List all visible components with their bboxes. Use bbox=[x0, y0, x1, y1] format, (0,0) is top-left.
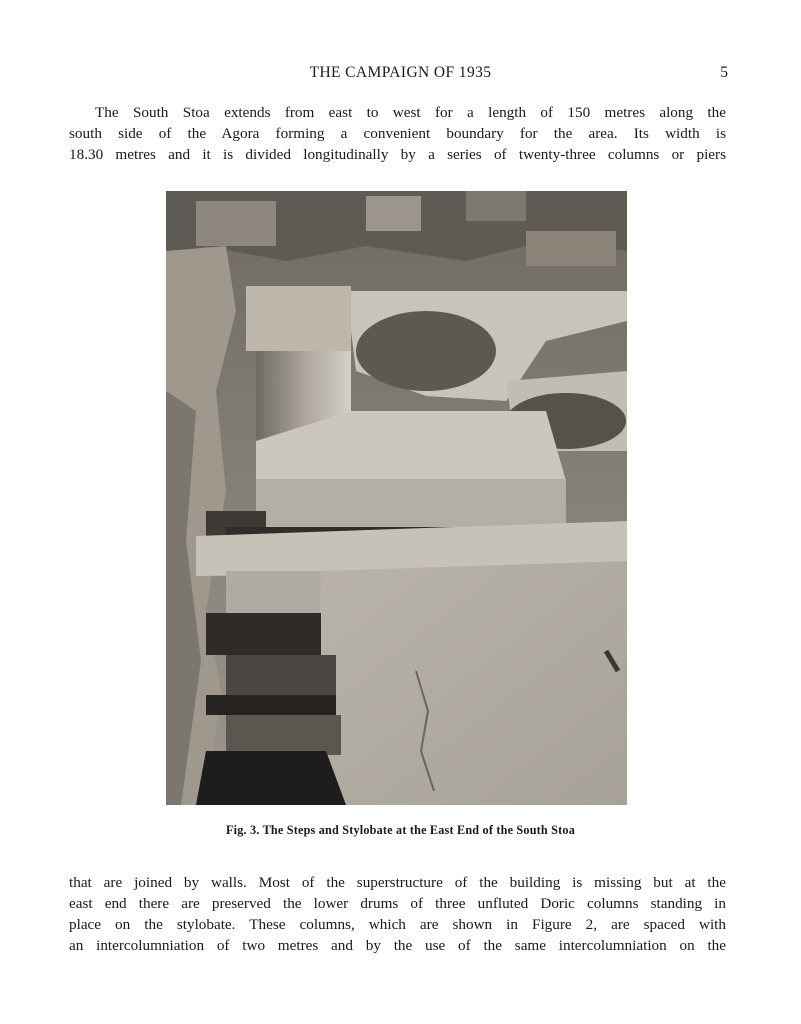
paragraph-continuation bbox=[69, 872, 726, 956]
paragraph-line: place on the stylobate. These columns, which are shown in Figure 2, are spaced with bbox=[69, 916, 726, 933]
paragraph-intro bbox=[69, 102, 726, 165]
figure-photograph bbox=[166, 191, 627, 805]
paragraph-line: east end there are preserved the lower drums of three unfluted Doric columns standing in bbox=[69, 895, 726, 912]
running-header-title: THE CAMPAIGN OF 1935 bbox=[309, 64, 492, 81]
paragraph-line: 18.30 metres and it is divided longitudinally by a series of twenty-three columns or piers bbox=[69, 146, 726, 163]
paragraph-line: that are joined by walls. Most of the superstructure of the building is missing but at the bbox=[69, 874, 726, 891]
page-number: 5 bbox=[720, 64, 728, 81]
figure-caption: Fig. 3. The Steps and Stylobate at the East End of the South Stoa bbox=[225, 823, 575, 837]
paragraph-line: The South Stoa extends from east to west for a length of 150 metres along the bbox=[95, 104, 726, 121]
paragraph-line: south side of the Agora forming a convenient boundary for the area. Its width is bbox=[69, 125, 726, 142]
paragraph-line: an intercolumniation of two metres and by the use of the same intercolumniation on the bbox=[69, 937, 726, 954]
stoa-photo-illustration bbox=[166, 191, 627, 805]
